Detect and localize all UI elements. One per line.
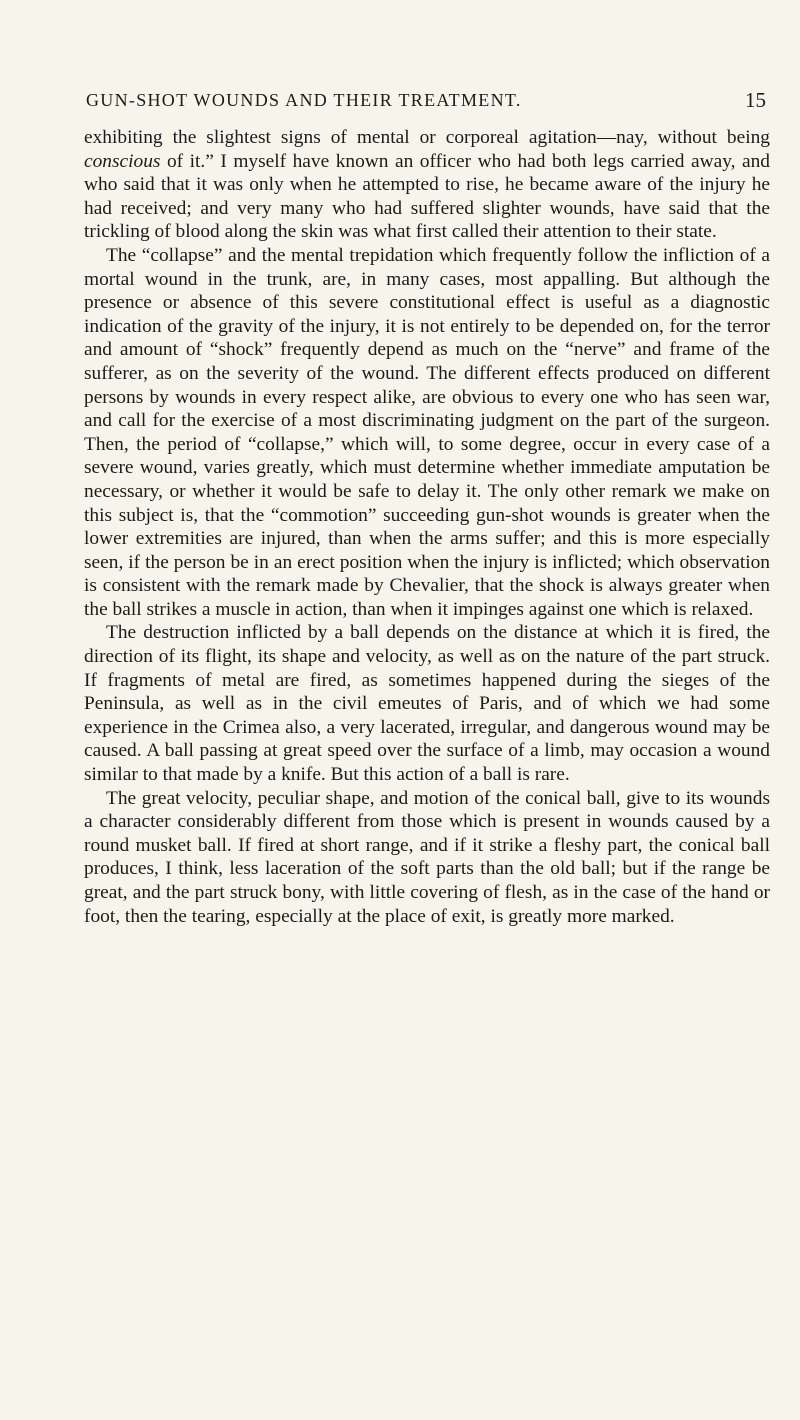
paragraph-conical-ball: The great velocity, peculiar shape, and motion of the conical ball, give to its wounds a character considerably different from those which is present in wounds caused by a round musket ball. If fired at short range, and if it strike a fleshy part, the conical ball produces, I think, less laceration of the soft parts than the old ball; but if the range be great, and the part struck bony, with little covering of flesh, as in the case of the hand or foot, then the tearing, especially at the place of exit, is greatly more marked.: [84, 787, 770, 927]
running-head: [86, 90, 766, 118]
paragraph-destruction: The destruction inflicted by a ball depends on the distance at which it is fired, the direction of its flight, its shape and velocity, as well as on the nature of the part struck. If fragments of metal are fired, as sometimes happened during the sieges of the Peninsula, as well as in the civil emeutes of Paris, and of which we had some experience in the Crimea also, a very lacerated, irregular, and dangerous wound may be caused. A ball passing at great speed over the surface of a limb, may occasion a wound similar to that made by a knife. But this action of a ball is rare.: [84, 622, 770, 786]
running-title: GUN-SHOT WOUNDS AND THEIR TREATMENT.: [86, 90, 522, 110]
paragraph-1-text-b: of it.” I myself have known an officer who had both legs carried away, and who said that it was only when he attempted to rise, he became aware of the injury he had received; and very many who had suffered slighter wounds, have said that the trickling of blood along the skin was what first called their attention to their state.: [84, 150, 770, 243]
body-text: [84, 126, 770, 928]
paragraph-1-text-a: exhibiting the slightest signs of mental or corporeal agitation—nay, without being: [84, 127, 770, 148]
paragraph-continued: [84, 126, 770, 244]
paragraph-collapse: The “collapse” and the mental trepidation which frequently follow the infliction of a mortal wound in the trunk, are, in many cases, most appalling. But although the presence or absence of this severe constitutional effect is useful as a diagnostic indication of the gravity of the injury, it is not entirely to be depended on, for the terror and amount of “shock” frequently depend as much on the “nerve” and frame of the sufferer, as on the severity of the wound. The different effects produced on different persons by wounds in every respect alike, are obvious to every one who has seen war, and call for the exercise of a most discriminating judgment on the part of the surgeon. Then, the period of “collapse,” which will, to some degree, occur in every case of a severe wound, varies greatly, which must determine whether immediate amputation be necessary, or whether it would be safe to delay it. The only other remark we make on this subject is, that the “commotion” succeeding gun-shot wounds is greater when the lower extremities are injured, than when the arms suffer; and this is more especially seen, if the person be in an erect position when the injury is inflicted; which observation is consistent with the remark made by Chevalier, that the shock is always greater when the ball strikes a muscle in action, than when it impinges against one which is relaxed.: [84, 244, 770, 620]
page-number: 15: [745, 88, 766, 112]
emphasis-conscious: conscious: [84, 150, 161, 172]
